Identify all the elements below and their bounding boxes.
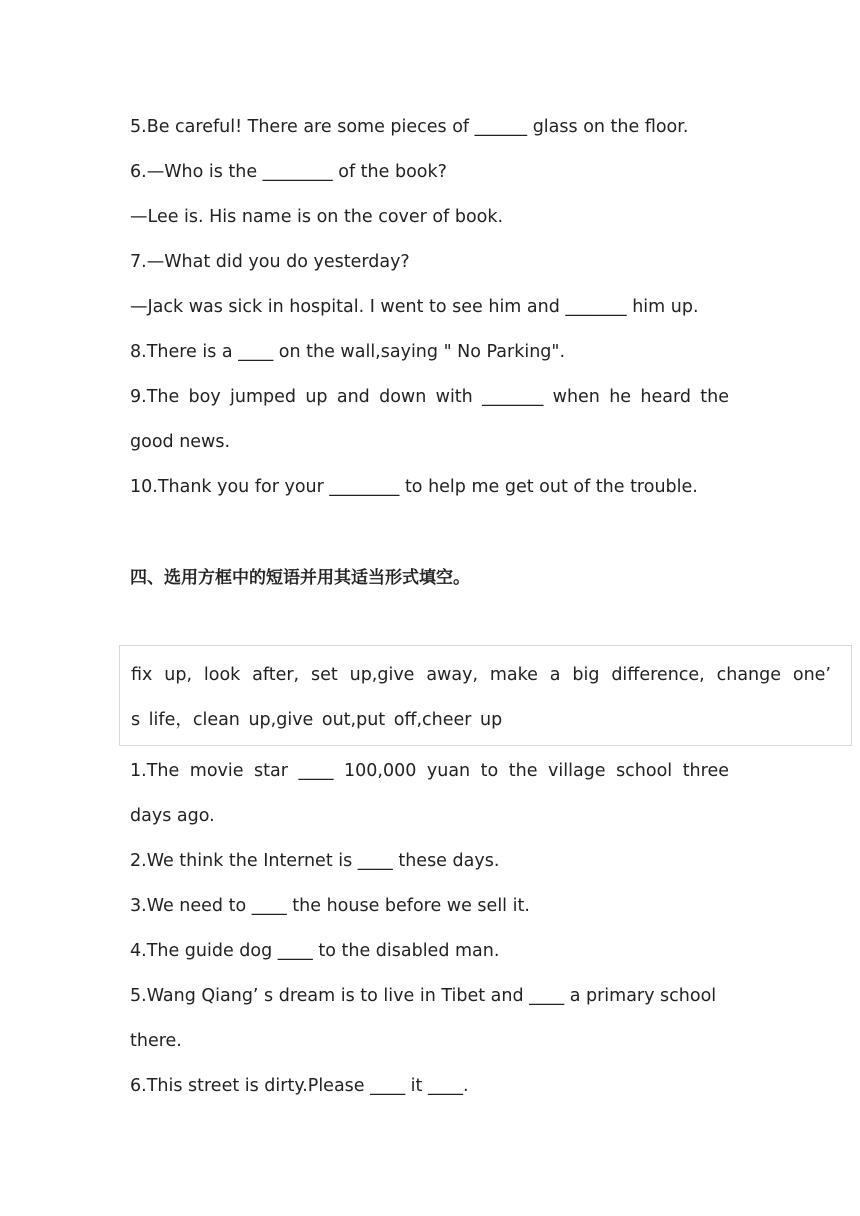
- exercise-4: 4.The guide dog ____ to the disabled man.: [130, 941, 500, 961]
- phrase-box: [119, 645, 852, 746]
- exercise-1: 1.The movie star ____ 100,000 yuan to the village school three: [130, 761, 729, 781]
- question-10: 10.Thank you for your ________ to help me get out of the trouble.: [130, 477, 698, 497]
- exercise-6: 6.This street is dirty.Please ____ it ____.: [130, 1076, 469, 1096]
- exercise-5: 5.Wang Qiang’ s dream is to live in Tibet and ____ a primary school: [130, 986, 717, 1006]
- exercise-2: 2.We think the Internet is ____ these days.: [130, 851, 500, 871]
- question-7-answer-line: —Jack was sick in hospital. I went to see him and _______ him up.: [130, 297, 699, 317]
- question-6: 6.—Who is the ________ of the book?: [130, 162, 447, 182]
- exercise-5-continued: there.: [130, 1031, 182, 1051]
- question-7: 7.—What did you do yesterday?: [130, 252, 410, 272]
- exercise-3: 3.We need to ____ the house before we sell it.: [130, 896, 530, 916]
- exercise-1-continued: days ago.: [130, 806, 215, 826]
- phrase-box-line-1: fix up, look after, set up,give away, make a big difference, change one’: [131, 665, 831, 685]
- question-9-continued: good news.: [130, 432, 231, 452]
- question-8: 8.There is a ____ on the wall,saying " No Parking".: [130, 342, 566, 362]
- question-6-answer-line: —Lee is. His name is on the cover of book.: [130, 207, 504, 227]
- question-5: 5.Be careful! There are some pieces of ______ glass on the floor.: [130, 117, 689, 137]
- section-4-heading: 四、选用方框中的短语并用其适当形式填空。: [130, 568, 470, 588]
- question-9: 9.The boy jumped up and down with _______ when he heard the: [130, 387, 729, 407]
- phrase-box-line-2: s life，clean up,give out,put off,cheer up: [131, 710, 503, 730]
